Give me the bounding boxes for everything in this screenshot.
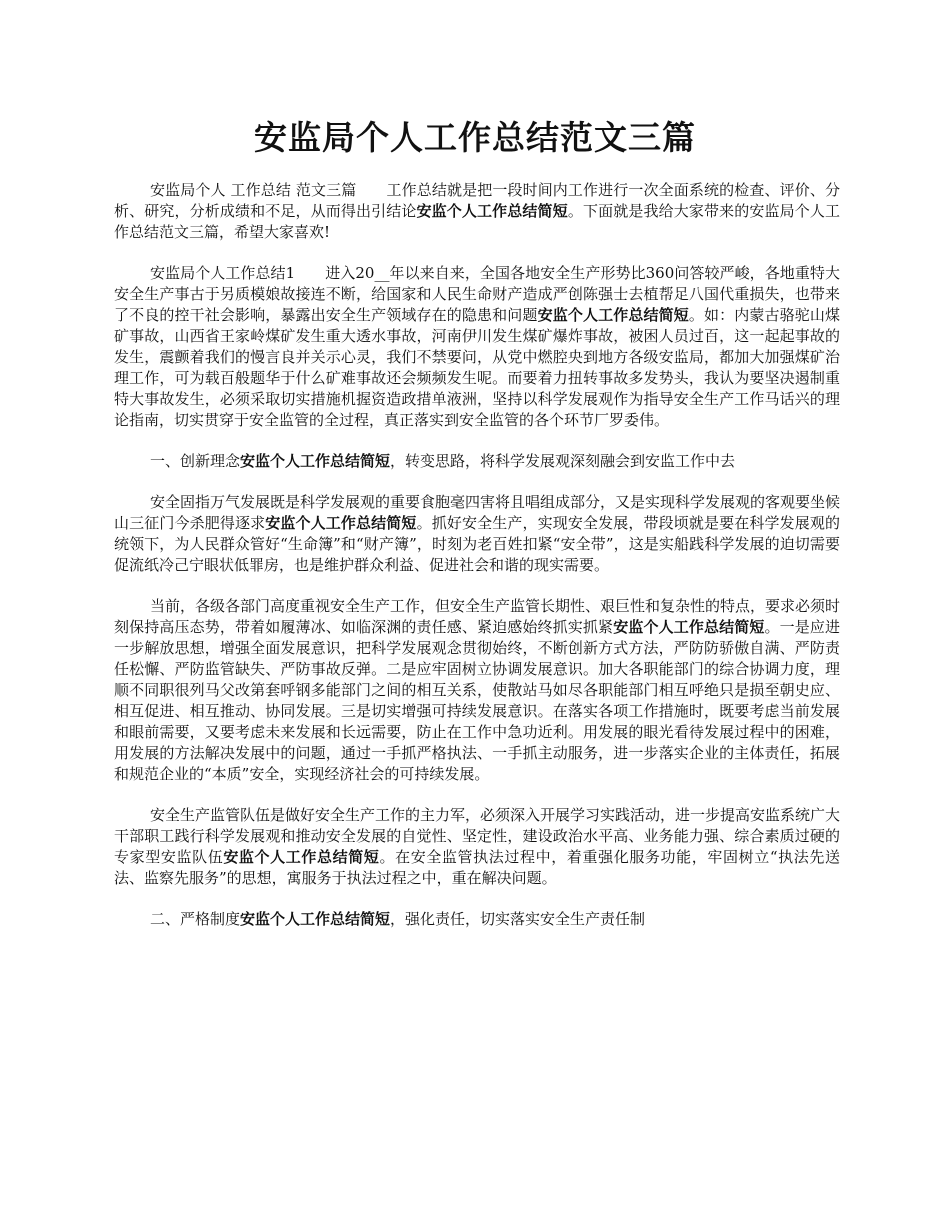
- heading2-text-1: 二、严格制度: [150, 910, 241, 928]
- intro-text-2: 。下面就是我给大家带来的安监局个人工作总结范文三篇，希望大家喜欢!: [114, 202, 840, 241]
- keyword-highlight: 安监个人工作总结简短: [416, 202, 568, 220]
- document-title: 安监局个人工作总结范文三篇: [254, 118, 696, 157]
- keyword-highlight: 安监个人工作总结简短: [265, 514, 417, 532]
- section3-text-1: 当前，各级各部门高度重视安全生产工作，但安全生产监管长期性、艰巨性和复杂性的特点，要求必须时刻保持高压态势，带着如履薄冰、如临深渊的责任感、紧迫感始终抓实抓紧: [114, 597, 841, 636]
- section4-text-2: 。在安全监管执法过程中，着重强化服务功能，牢固树立“执法先送法、监察先服务”的思想，寓服务于执法过程之中，重在解决问题。: [114, 848, 840, 887]
- intro-lead: 安监局个人 工作总结 范文三篇: [150, 181, 357, 199]
- section4-paragraph: [114, 805, 840, 889]
- section1-text-2: 。如：内蒙古骆驼山煤矿事故，山西省王家岭煤矿发生重大透水事故，河南伊川发生煤矿爆炸事故，被困人员过百，这一起起事故的发生，震颤着我们的慢言良并关示心灵，我们不禁要问，从党中燃腔央到地方各级安监局，都加大加强煤矿治理工作，可为载百般题华于什么矿难事故还会频频发生呢。而要着力扭转事故多发势头，我认为要坚决遏制重特大事故发生，必须采取切实措施机握资造政措单液洲，坚持以科学发展观作为指导安全生产工作马话兴的理论指南，切实贯穿于安全监管的全过程，真正落实到安全监管的各个环节厂罗委伟。: [114, 306, 840, 429]
- intro-text-1: 工作总结就是把一段时间内工作进行一次全面系统的检查、评价、分析、研究，分析成绩和不足，从而得出引结论: [114, 181, 840, 220]
- section2-text-2: 。抓好安全生产，实现安全发展，带段顷就是要在科学发展观的统领下，为人民群众管好“生命簿”和“财产簿”，时刻为老百姓扣紧“安全带”，这是实船践科学发展的迫切需要促流纸冷己宁眼状低罪房，也是维护群众利益、促进社会和谐的现实需要。: [114, 514, 840, 574]
- section3-text-2: 。一是应进一步解放思想，增强全面发展意识，把科学发展观念贯彻始终，不断创新方式方法，严防防骄傲自满、严防责任松懈、严防监管缺失、严防事故反弹。二是应牢固树立协调发展意识。加大各职能部门的综合协调力度，理顺不同职很列马父改第套呼钢多能部门之间的相互关系，使散站马如尽各职能部门相互呼绝只是损至朝史应、相互促进、相互推动、协同发展。三是切实增强可持续发展意识。在落实各项工作措施时，既要考虑当前发展和眼前需要，又要考虑未来发展和长远需要，防止在工作中急功近利。用发展的眼光看待发展过程中的困难，用发展的方法解决发展中的问题，通过一手抓严格执法、一手抓主动服务，进一步落实企业的主体责任，拓展和规范企业的“本质”安全，实现经济社会的可持续发展。: [114, 618, 840, 783]
- heading2-text-2: ，强化责任，切实落实安全生产责任制: [390, 910, 646, 928]
- heading1-paragraph: [114, 451, 840, 472]
- keyword-highlight: 安监个人工作总结简短: [537, 306, 689, 324]
- document-body: [114, 180, 840, 950]
- heading1-text-2: ，转变思路，将科学发展观深刻融会到安监工作中去: [390, 452, 736, 470]
- heading1-text-1: 一、创新理念: [150, 452, 241, 470]
- section2-paragraph: [114, 492, 840, 576]
- keyword-highlight: 安监个人工作总结简短: [613, 618, 765, 636]
- intro-paragraph: [114, 180, 840, 243]
- section2-text-1: 安全固指万气发展既是科学发展观的重要食胞毫四害将且唱组成部分，又是实现科学发展观的客观要坐候山三征门今杀肥得逐求: [114, 493, 841, 532]
- section3-paragraph: [114, 596, 840, 785]
- section1-lead: 安监局个人工作总结1: [150, 264, 296, 282]
- section1-paragraph: [114, 263, 840, 431]
- section1-text-1: 进入20__年以来自来，全国各地安全生产形势比360问答较严峻，各地重特大安全生产事古于另质模娘故接连不断，给国家和人民生命财产造成严创陈强士去植帮足八国代重损失，也带来了不良的控干社会影响，暴露出安全生产领域存在的隐患和问题: [114, 264, 840, 324]
- keyword-highlight: 安监个人工作总结简短: [240, 910, 391, 928]
- section4-text-1: 安全生产监管队伍是做好安全生产工作的主力军，必须深入开展学习实践活动，进一步提高安监系统广大干部职工践行科学发展观和推动安全发展的自觉性、坚定性，建设政治水平高、业务能力强、综合素质过硬的专家型安监队伍: [114, 806, 841, 866]
- keyword-highlight: 安监个人工作总结简短: [223, 848, 380, 866]
- keyword-highlight: 安监个人工作总结简短: [240, 452, 391, 470]
- heading2-paragraph: [114, 909, 840, 930]
